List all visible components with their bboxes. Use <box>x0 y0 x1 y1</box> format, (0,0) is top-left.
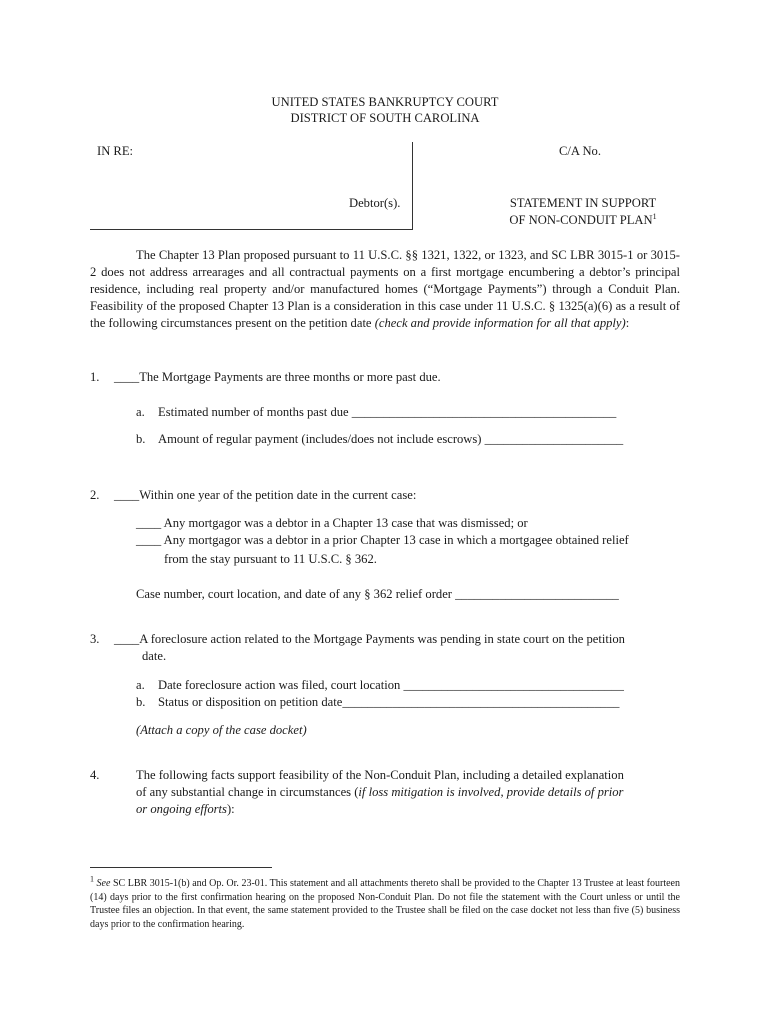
document-title-line2: OF NON-CONDUIT PLAN$^1$ <box>509 211 657 227</box>
intro-instruction: (check and provide information for all that apply) <box>374 316 626 330</box>
footnote-text: $^1$ See SC LBR 3015-1(b) and Op. Or. 23-01. This statement and all attachments thereto shall be provided to the Chapter 13 Trustee at least fourteen (14) days prior to the first confirmation hearing on the proposed Non-Conduit Plan. Do not file the statement with the Court unless or until the Trustee files an objection. In that event, the same statement provided to the Trustee shall be filed on the case docket not less than five (5) business days prior to the confirmation hearing. <box>90 874 680 930</box>
item3-attach-note: (Attach a copy of the case docket) <box>136 723 307 737</box>
item2-number: 2. <box>90 488 100 502</box>
debtors-label: Debtor(s). <box>349 196 401 210</box>
item1-b-text: Amount of regular payment (includes/does not include escrows) ______________________ <box>158 432 624 446</box>
item3-number: 3. <box>90 632 100 646</box>
item2-text: ____Within one year of the petition date in the current case: <box>114 488 417 502</box>
intro-paragraph: The Chapter 13 Plan proposed pursuant to 11 U.S.C. §§ 1321, 1322, or 1323, and SC LBR 3015-1 or 3015-2 does not address arrearages and all contractual payments on a first mortgage encumbering a debtor’s principal residence, including real property and/or manufactured homes (“Mortgage Payments”) through a Conduit Plan. Feasibility of the proposed Chapter 13 Plan is a consideration in this case under 11 U.S.C. § 1325(a)(6) as a result of the following circumstances present on the petition date (check and provide information for all that apply): <box>90 248 680 330</box>
case-number-label: C/A No. <box>559 144 601 158</box>
court-name: UNITED STATES BANKRUPTCY COURT <box>271 95 499 109</box>
item1-a-text: Estimated number of months past due __________________________________________ <box>158 405 617 419</box>
item1-text: ____The Mortgage Payments are three months or more past due. <box>114 370 441 384</box>
item4-text-line1: The following facts support feasibility of the Non-Conduit Plan, including a detailed explanation <box>136 768 624 782</box>
caption-divider <box>412 142 413 230</box>
document-title-line1: STATEMENT IN SUPPORT <box>509 196 657 210</box>
item3-text-line1: ____A foreclosure action related to the Mortgage Payments was pending in state court on the petition <box>114 632 625 646</box>
item3-a-label: a. <box>136 678 145 692</box>
district-name: DISTRICT OF SOUTH CAROLINA <box>290 111 480 125</box>
item3-a-text: Date foreclosure action was filed, court location ___________________________________ <box>158 678 624 692</box>
footnote-reference: 1 <box>652 211 657 221</box>
item3-text-line2: date. <box>142 649 167 663</box>
item4-text-line2: of any substantial change in circumstances (if loss mitigation is involved, provide details of prior <box>136 785 624 799</box>
caption-underline <box>90 229 412 230</box>
item1-a-label: a. <box>136 405 145 419</box>
item3-b-label: b. <box>136 695 146 709</box>
item2-option2-line2: from the stay pursuant to 11 U.S.C. § 362. <box>164 552 377 566</box>
item2-option2-line1: ____ Any mortgagor was a debtor in a prior Chapter 13 case in which a mortgagee obtained relief <box>136 533 629 547</box>
item2-option1: ____ Any mortgagor was a debtor in a Chapter 13 case that was dismissed; or <box>136 516 528 530</box>
footnote-separator <box>90 867 272 868</box>
item2-case-info: Case number, court location, and date of any § 362 relief order __________________________ <box>136 587 619 601</box>
item1-b-label: b. <box>136 432 146 446</box>
item1-number: 1. <box>90 370 100 384</box>
in-re-label: IN RE: <box>97 144 134 158</box>
footnote-mark: 1 <box>90 874 94 884</box>
item3-b-text: Status or disposition on petition date____________________________________________ <box>158 695 620 709</box>
item4-number: 4. <box>90 768 100 782</box>
item4-text-line3: or ongoing efforts): <box>136 802 235 816</box>
